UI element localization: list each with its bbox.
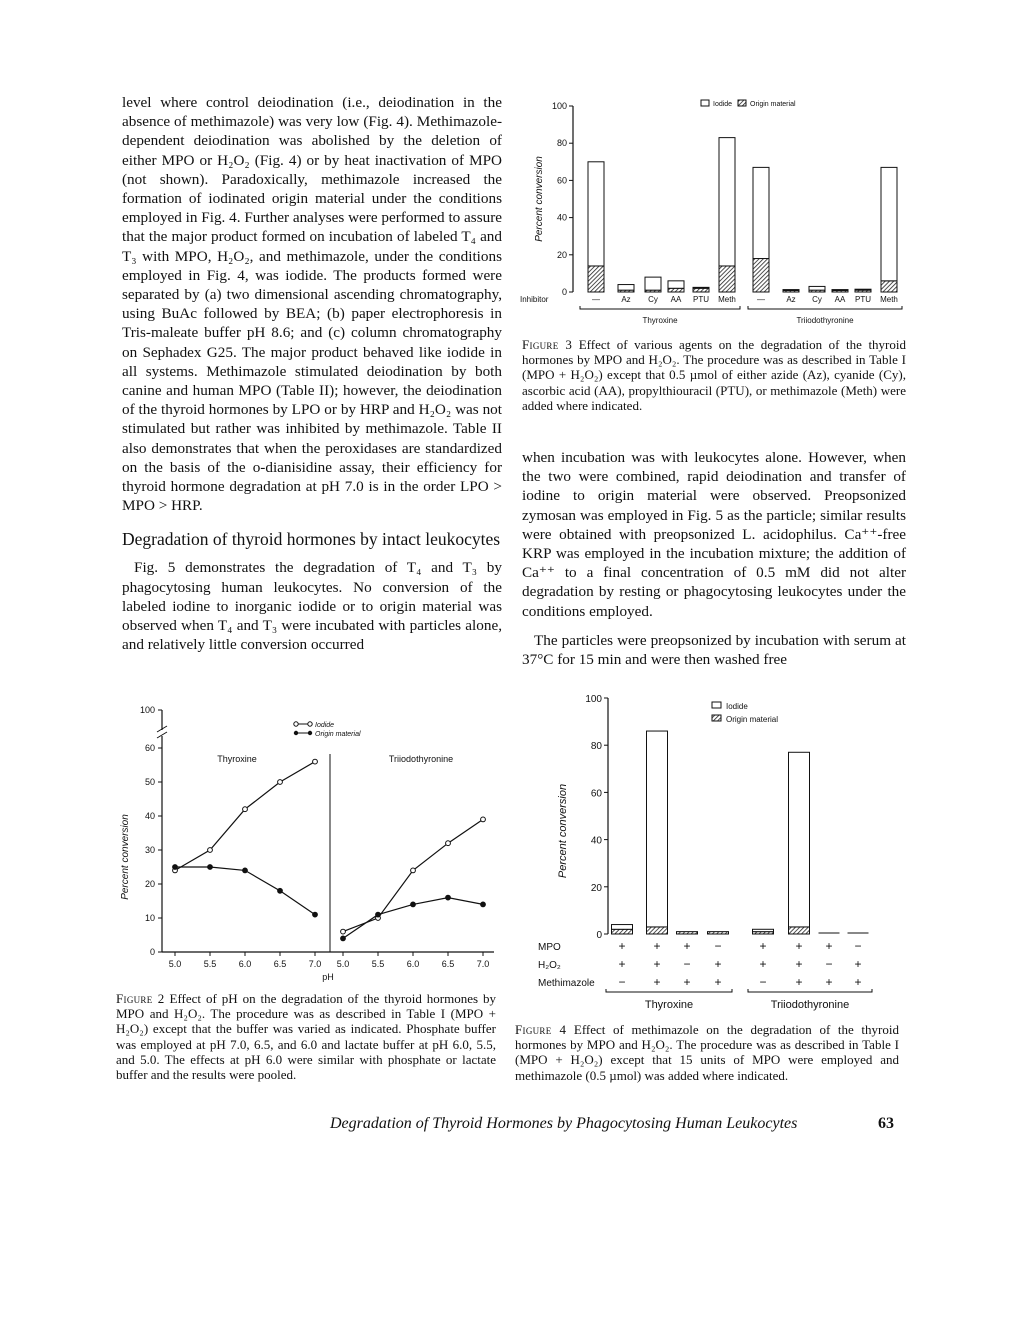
category-label: PTU [693,295,709,304]
bar-origin-material [612,929,633,934]
condition-value: + [683,975,691,989]
category-label: AA [834,295,846,304]
iodide-point [341,929,346,934]
left-para-1: level where control deiodination (i.e., deiodination in the absence of methimazole) was very low (Fig. 4). Methimazole-dependent deiodination was abolished by the deletion of either MPO or H₂O₂ (Fig. 4) or by heat inactivation of MPO (not shown). Paradoxically, methimazole increased the formation of iodinated origin material under the conditions employed in Fig. 4. Further analyses were performed to assure that the major product formed on incubation of labeled T₄ and T₃ with MPO, H₂O₂, and methimazole, under the conditions employed in Fig. 4, was iodide. The products formed were separated by (a) two dimensional ascending chromatography, using BuAc followed by BEA; (b) paper electrophoresis in Tris-maleate buffer pH 8.6; and (c) column chromatography on Sephadex G25. The major product behaved like iodide in all systems. Methimazole stimulated deiodination by both canine and human MPO (Table II); however, the deiodination of the thyroid hormones by LPO or by HRP and H₂O₂ was not stimulated but rather was inhibited by methimazole. Table II also demonstrates that when the peroxidases are standardized on the basis of the o-dianisidine assay, their efficiency for thyroid hormone degradation at pH 7.0 is in the order LPO > MPO > HRP. [122,94,503,515]
figure-3-caption-label: Figure 3 [522,337,573,352]
x-tick-label: 7.0 [308,959,322,969]
legend-iodide-swatch [712,702,721,708]
legend-iodide-marker [308,722,312,726]
origin-point [446,895,451,900]
x-axis-label: pH [322,972,334,982]
bar-iodide [753,167,769,258]
category-label: Az [621,295,631,304]
figure-4 [508,688,908,1016]
panel-title: Triiodothyronine [388,754,454,764]
y-tick-label: 20 [590,882,602,894]
y-axis-label: Percent conversion [557,783,569,879]
figure-3-caption-text: Effect of various agents on the degradation of the thyroid hormones by MPO and H₂O₂. The procedure was as described in Table I (MPO + H₂O₂) except that 0.5 µmol of either azide (Az), cyanide (Cy), ascorbic acid (AA), propylthiouracil (PTU), or methimazole (Meth) were added where indicated. [522,337,906,413]
bar-origin-material [588,266,604,292]
x-tick-label: 6.0 [238,959,252,969]
category-label: — [757,295,765,304]
legend-origin-marker [308,731,312,735]
category-label: Meth [880,295,898,304]
bar-iodide [789,752,810,927]
origin-point [173,865,178,870]
condition-value: + [795,975,803,989]
bar-iodide [647,731,668,927]
condition-value: − [618,975,626,989]
bar-origin-material [753,259,769,292]
x-tick-label: 7.0 [476,959,490,969]
left-column [122,93,502,664]
bar-iodide [832,290,848,291]
category-label: — [592,295,600,304]
origin-point [376,912,381,917]
y-tick-label: 40 [144,811,155,821]
iodide-point [278,780,283,785]
category-label: Meth [718,295,736,304]
condition-value: + [795,957,803,971]
iodide-point [411,868,416,873]
group-label-thyroxine: Thyroxine [642,316,678,325]
bar-iodide [588,162,604,266]
origin-point [278,888,283,893]
bar-origin-material [719,266,735,292]
legend-origin-label: Origin material [750,101,796,108]
iodide-series-line [343,819,483,931]
y-tick-label: 60 [590,788,602,800]
y-tick-label: 40 [556,212,567,223]
y-tick-label: 80 [590,741,602,753]
bar-iodide [881,167,897,280]
condition-value: + [714,957,722,971]
figure-2-caption [116,991,496,1082]
figure-2-chart [110,702,502,984]
legend-iodide-marker [294,722,298,726]
category-label: Cy [648,295,658,304]
bar-iodide [753,929,774,931]
group-bracket-thyroxine [606,989,732,992]
iodide-series-line [175,762,315,871]
condition-value: + [795,939,803,953]
condition-value: − [683,957,691,971]
condition-value: − [854,939,862,953]
bar-iodide [612,925,633,930]
y-tick-label: 80 [556,138,567,149]
figure-4-caption-text: Effect of methimazole on the degradation of the thyroid hormones by MPO and H₂O₂. The procedure was as described in Table I (MPO + H₂O₂) except that 15 units of MPO were employed and methimazole (0.5 µmol) was added where indicated. [515,1022,899,1083]
group-label-triiodothyronine: Triiodothyronine [796,316,854,325]
x-tick-label: 5.5 [203,959,217,969]
y-axis-label: Percent conversion [534,156,545,242]
bar-iodide [719,138,735,266]
condition-value: + [653,939,661,953]
y-tick-label: 100 [551,101,567,111]
origin-point [411,902,416,907]
group-bracket-triiodothyronine [748,306,902,309]
legend-origin-label: Origin material [315,731,361,738]
bar-iodide [809,286,825,290]
y-tick-label: 60 [144,743,155,753]
iodide-point [243,807,248,812]
panel-title: Thyroxine [217,754,257,764]
x-tick-label: 5.5 [371,959,385,969]
legend-origin-marker [294,731,298,735]
condition-value: + [714,975,722,989]
section-heading: Degradation of thyroid hormones by intact leukocytes [122,529,501,550]
y-tick-label: 0 [149,947,155,957]
condition-value: + [618,957,626,971]
y-tick-label: 30 [144,845,155,855]
y-tick-label: 0 [561,287,567,297]
left-para-2: Fig. 5 demonstrates the degradation of T₄ and T₃ by phagocytosing human leukocytes. No conversion of the labeled iodine to inorganic iodide or to origin material was observed when T₄ and T₃ were incubated with particles alone, and relatively little conversion occurred [122,559,502,654]
x-tick-label: 6.5 [273,959,287,969]
bar-origin-material [668,288,684,292]
bar-iodide [618,285,634,291]
condition-label: H₂O₂ [538,960,561,971]
group-bracket-triiodothyronine [748,989,872,992]
bar-origin-material [789,927,810,934]
legend-iodide-label: Iodide [315,722,335,729]
origin-point [313,912,318,917]
figure-2-caption-label: Figure 2 [116,991,165,1006]
x-tick-label: 6.5 [441,959,455,969]
page-number: 63 [878,1115,894,1132]
bar-iodide [855,289,871,290]
legend-iodide-swatch [701,100,709,106]
y-tick-label: 50 [144,777,155,787]
legend-origin-swatch [738,100,746,106]
condition-value: − [825,957,833,971]
y-tick-label: 100 [585,694,602,705]
figure-4-caption-label: Figure 4 [515,1022,567,1037]
right-para-2: The particles were preopsonized by incubation with serum at 37°C for 15 min and were then washed free [522,631,906,669]
figure-4-chart [508,688,908,1016]
y-tick-label: 20 [144,879,155,889]
bar-origin-material [677,932,698,934]
category-label: Az [786,295,796,304]
legend-iodide-label: Iodide [726,702,748,711]
origin-point [243,868,248,873]
figure-2 [110,702,502,984]
legend-origin-swatch [712,715,721,721]
iodide-point [481,817,486,822]
group-label-triiodothyronine: Triiodothyronine [770,999,850,1011]
iodide-point [446,841,451,846]
legend-origin-label: Origin material [726,715,779,724]
condition-value: + [854,975,862,989]
category-label: Cy [812,295,822,304]
condition-label: MPO [538,942,561,953]
origin-point [481,902,486,907]
legend-iodide-label: Iodide [713,101,733,108]
condition-value: + [759,957,767,971]
y-tick-label: 60 [556,175,567,186]
bar-iodide [693,287,709,288]
condition-value: + [825,975,833,989]
bar-origin-material [647,927,668,934]
condition-value: + [759,939,767,953]
bar-origin-material [708,932,729,934]
y-tick-label: 40 [590,835,602,847]
origin-point [341,936,346,941]
bar-origin-material [693,288,709,292]
y-tick-label: 10 [144,913,155,923]
figure-4-caption [515,1022,899,1083]
condition-value: + [683,939,691,953]
x-tick-label: 5.0 [336,959,350,969]
bar-iodide [783,290,799,291]
category-label: AA [670,295,682,304]
figure-3-chart [518,92,918,332]
condition-value: − [714,939,722,953]
category-label: PTU [855,295,871,304]
iodide-point [208,848,213,853]
figure-2-caption-text: Effect of pH on the degradation of the thyroid hormones by MPO and H₂O₂. The procedure was as described in Table I (MPO + H₂O₂) except that the buffer was varied as indicated. Phosphate buffer was employed at pH 7.0, 6.5, and 6.0 and lactate buffer at pH 6.0, 5.5, and 5.0. The effects at pH 6.0 were similar with phosphate or lactate buffer and the results were pooled. [116,991,496,1083]
iodide-point [313,759,318,764]
x-tick-label: 5.0 [168,959,182,969]
y-tick-label: 0 [596,930,602,941]
x-tick-label: 6.0 [406,959,420,969]
y-tick-label: 20 [556,249,567,260]
group-bracket-thyroxine [580,306,740,309]
right-para-1: when incubation was with leukocytes alone. However, when the two were combined, rapid deiodination and transfer of iodine to origin material were observed. Preopsonized zymosan was employed in Fig. 5 as the particle; similar results were obtained with preopsonized L. acidophilus. Ca⁺⁺-free KRP was employed in the incubation mixture; the addition of Ca⁺⁺ to a final concentration of 0.5 mM did not alter degradation by resting or phagocytosing leukocytes under the conditions employed. [522,449,906,620]
running-footer [330,1115,990,1133]
condition-label: Methimazole [538,978,595,989]
running-title: Degradation of Thyroid Hormones by Phagocytosing Human Leukocytes [330,1115,798,1132]
group-label-thyroxine: Thyroxine [644,999,694,1011]
figure-3-caption [522,337,906,413]
bar-iodide [668,281,684,288]
figure-3 [518,92,918,332]
right-column [522,448,906,679]
origin-point [208,865,213,870]
condition-value: + [653,975,661,989]
bar-origin-material [881,281,897,292]
condition-value: + [653,957,661,971]
condition-value: + [618,939,626,953]
row-label-inhibitor: Inhibitor [520,295,549,304]
y-axis-label: Percent conversion [120,814,131,900]
condition-value: + [854,957,862,971]
y-tick-label: 100 [139,705,155,715]
bar-iodide [645,277,661,290]
condition-value: − [759,975,767,989]
origin-series-line [175,867,315,915]
condition-value: + [825,939,833,953]
